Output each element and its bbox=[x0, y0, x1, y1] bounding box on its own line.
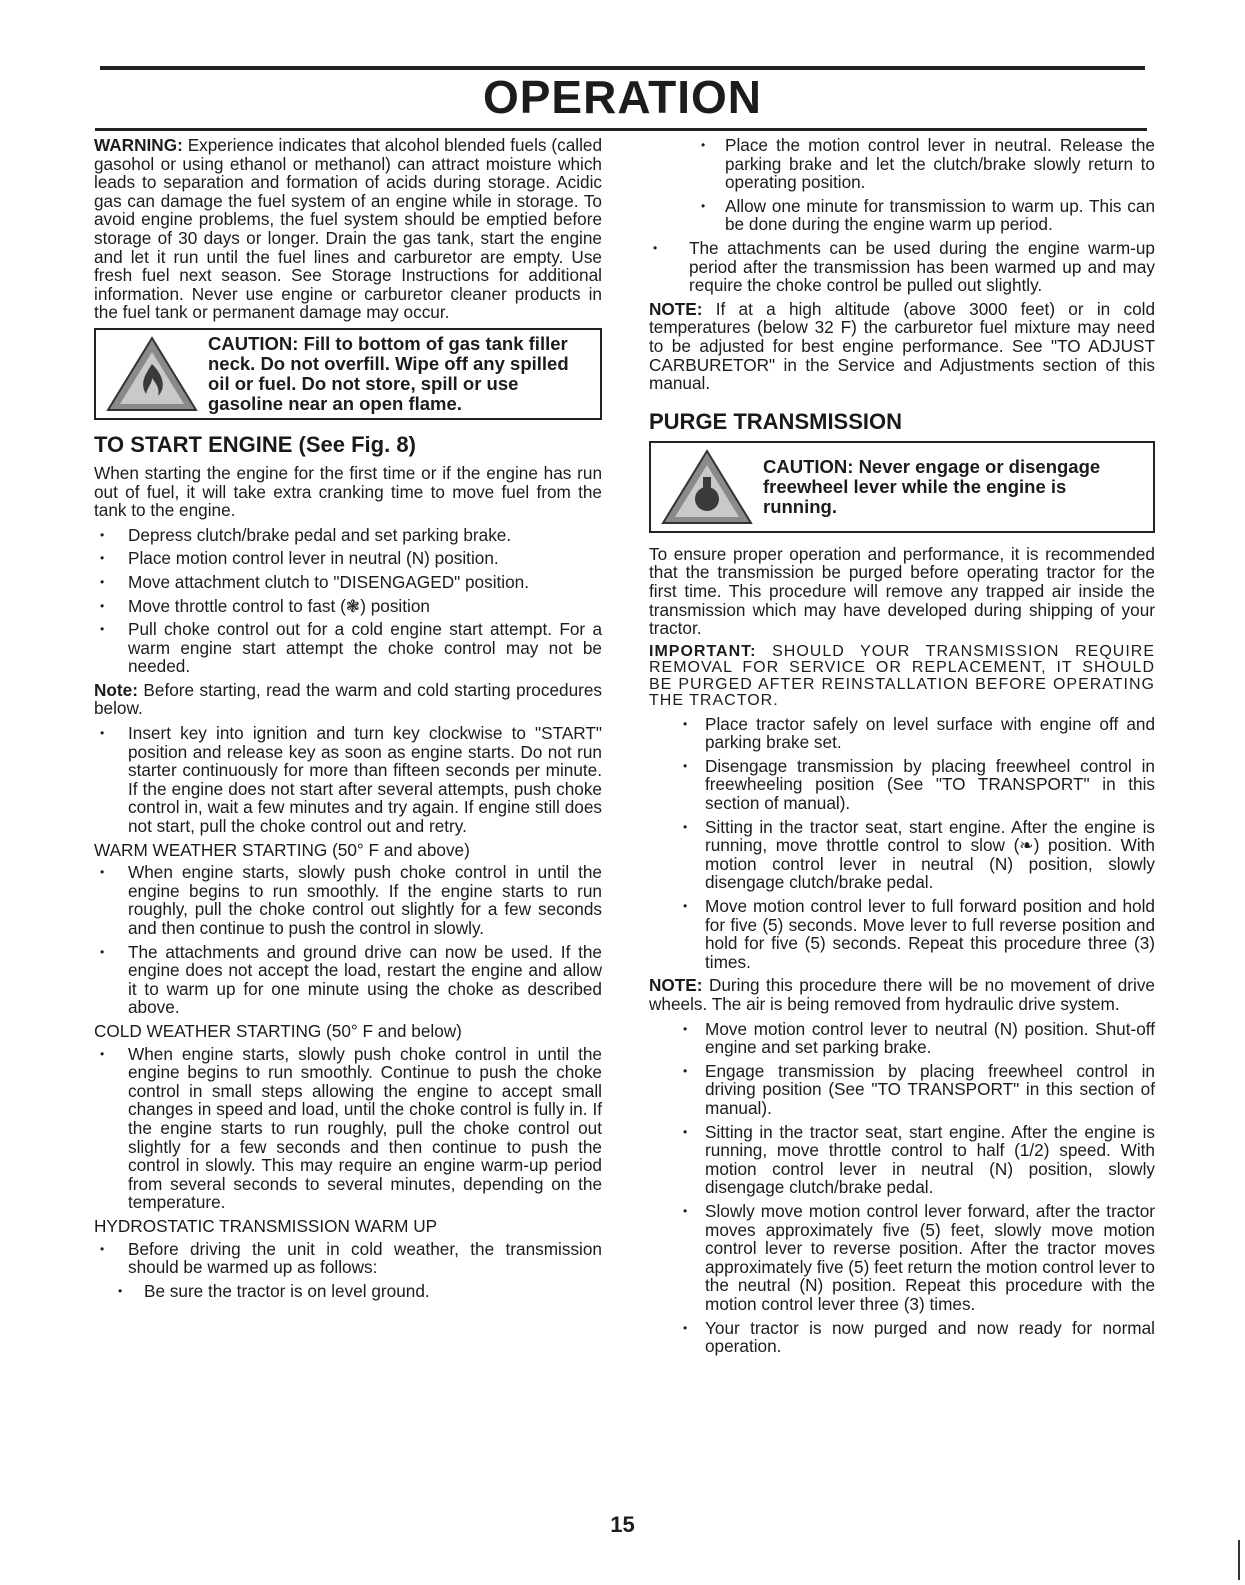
start-step: • Move throttle control to fast (❃) position bbox=[94, 597, 602, 616]
drive-note bbox=[649, 976, 1155, 1013]
purge-step: • Move motion control lever to neutral (N) position. Shut-off engine and set parking brake. bbox=[649, 1020, 1155, 1057]
hydrostatic-heading: HYDROSTATIC TRANSMISSION WARM UP bbox=[94, 1215, 438, 1236]
caution-box-fuel bbox=[94, 328, 602, 420]
purge-step: • Slowly move motion control lever forward, after the tractor moves approximately five (5) feet, slowly move motion control lever to reverse position. After the tractor moves approximately five (5) feet return the motion control lever to the neutral (N) position. Repeat this procedure with the motion control lever three (3) times. bbox=[649, 1202, 1155, 1314]
start-step: • Move attachment clutch to "DISENGAGED" position. bbox=[94, 573, 602, 592]
warmup-substep: • Allow one minute for transmission to warm up. This can be done during the engine warm up period. bbox=[649, 197, 1155, 234]
purge-step: • Engage transmission by placing freewheel control in driving position (See "TO TRANSPORT" in this section of manual). bbox=[649, 1062, 1155, 1118]
cold-weather-heading: COLD WEATHER STARTING (50° F and below) bbox=[94, 1020, 462, 1041]
start-step: • Depress clutch/brake pedal and set parking brake. bbox=[94, 526, 602, 545]
note-label: NOTE: bbox=[649, 975, 703, 996]
purge-step: • Sitting in the tractor seat, start engine. After the engine is running, move throttle control to half (1/2) speed. With motion control lever in neutral (N) position, slowly disengage clutch/brake pedal. bbox=[649, 1123, 1155, 1197]
start-step: • Place motion control lever in neutral (N) position. bbox=[94, 549, 602, 568]
note-label: Note: bbox=[94, 679, 138, 700]
start-step: • Pull choke control out for a cold engine start attempt. For a warm engine start attempt the choke control may not be needed. bbox=[94, 620, 602, 676]
altitude-note bbox=[649, 300, 1155, 393]
warning-paragraph bbox=[94, 136, 602, 322]
page-title: OPERATION bbox=[482, 71, 763, 123]
note-paragraph bbox=[94, 681, 602, 718]
purge-step: • Your tractor is now purged and now ready for normal operation. bbox=[649, 1319, 1155, 1356]
caution-box-freewheel bbox=[649, 441, 1155, 533]
purge-heading: PURGE TRANSMISSION bbox=[649, 408, 903, 434]
note-label: NOTE: bbox=[649, 298, 703, 319]
important-paragraph bbox=[649, 644, 1155, 710]
warm-weather-heading: WARM WEATHER STARTING (50° F and above) bbox=[94, 839, 470, 860]
warmup-substep: • Place the motion control lever in neutral. Release the parking brake and let the clutch/brake slowly return to operating position. bbox=[649, 136, 1155, 192]
purge-step: • Place tractor safely on level surface with engine off and parking brake set. bbox=[649, 715, 1155, 752]
note-text: During this procedure there will be no movement of drive wheels. The air is being removed from hydraulic drive system. bbox=[649, 975, 1155, 1014]
caution-text-freewheel: CAUTION: Never engage or disengage freewheel lever while the engine is running. bbox=[763, 455, 1101, 517]
start-intro: When starting the engine for the first time or if the engine has run out of fuel, it will take extra cranking time to move fuel from the tank to the engine. bbox=[94, 462, 602, 521]
note-text: Before starting, read the warm and cold starting procedures below. bbox=[94, 679, 602, 719]
left-column bbox=[94, 136, 602, 1305]
caution-text-fuel: CAUTION: Fill to bottom of gas tank filler neck. Do not overfill. Wipe off any spilled oil or fuel. Do not store, spill or use gasoline near an open flame. bbox=[208, 332, 569, 414]
important-label: IMPORTANT: bbox=[649, 642, 757, 660]
hydrostatic-step: • Before driving the unit in cold weather, the transmission should be warmed up as follows: bbox=[94, 1240, 602, 1277]
ignition-step: • Insert key into ignition and turn key clockwise to "START" position and release key as soon as engine starts. Do not run starter continuously for more than fifteen seconds per minute. If the engine does not start after several attempts, push choke control in, wait a few minutes and try again. If engine still does not start, pull the choke control out and retry. bbox=[94, 724, 602, 836]
title-rule bbox=[95, 128, 1147, 131]
purge-intro: To ensure proper operation and performance, it is recommended that the transmission be purged before operating tractor for the first time. This procedure will remove any trapped air inside the transmission which may have developed during shipping of your tractor. bbox=[649, 543, 1155, 639]
purge-step: • Move motion control lever to full forward position and hold for five (5) seconds. Move lever to full reverse position and hold for five (5) seconds. Repeat this procedure three (3) times. bbox=[649, 897, 1155, 971]
fire-warning-icon bbox=[104, 334, 200, 414]
hazard-warning-icon bbox=[659, 447, 755, 527]
warning-label: WARNING: bbox=[94, 135, 183, 155]
page-number: 15 bbox=[610, 1512, 635, 1537]
warm-step: • When engine starts, slowly push choke control in until the engine begins to run smoothly. If the engine starts to run roughly, pull the choke control out slightly for a few seconds and then continue to push the control in slowly. bbox=[94, 863, 602, 937]
purge-step: • Sitting in the tractor seat, start engine. After the engine is running, move throttle control to slow (❧) position. With motion control lever in neutral (N) position, slowly disengage clutch/brake pedal. bbox=[649, 818, 1155, 892]
cold-step: • When engine starts, slowly push choke control in until the engine begins to run smoothly. Continue to push the choke control in small steps allowing the engine to accept small changes in speed and load, until the choke control is fully in. If the engine starts to run roughly, pull the choke control out slightly for a few seconds and then continue to push the control in slowly. This may require an engine warm-up period from several seconds to several minutes, depending on the temperature. bbox=[94, 1045, 602, 1212]
purge-step: • Disengage transmission by placing freewheel control in freewheeling position (See "TO TRANSPORT" in this section of manual). bbox=[649, 757, 1155, 813]
important-text: SHOULD YOUR TRANSMISSION REQUIRE REMOVAL FOR SERVICE OR REPLACEMENT, IT SHOULD BE PURGED AFTER REINSTALLATION BEFORE OPERATING THE TRACTOR. bbox=[649, 642, 1155, 710]
start-engine-heading: TO START ENGINE (See Fig. 8) bbox=[94, 431, 416, 457]
edge-mark bbox=[1238, 1540, 1240, 1580]
attachments-step: • The attachments can be used during the engine warm-up period after the transmission has been warmed up and may require the choke control be pulled out slightly. bbox=[649, 239, 1155, 295]
right-column bbox=[649, 136, 1155, 1361]
note-text: If at a high altitude (above 3000 feet) or in cold temperatures (below 32 F) the carburetor fuel mixture may need to be adjusted for best engine performance. See "TO ADJUST CARBURETOR" in the Service and Adjustments section of this manual. bbox=[649, 298, 1156, 394]
warm-step: • The attachments and ground drive can now be used. If the engine does not accept the load, restart the engine and allow it to warm up for one minute using the choke as described above. bbox=[94, 943, 602, 1017]
warning-text: Experience indicates that alcohol blended fuels (called gasohol or using ethanol or methanol) can attract moisture which leads to separation and formation of acids during storage. Acidic gas can damage the fuel system of an engine while in storage. To avoid engine problems, the fuel system should be emptied before storage of 30 days or longer. Drain the gas tank, start the engine and let it run until the fuel lines and carburetor are empty. Use fresh fuel next season. See Storage Instructions for additional information. Never use engine or carburetor cleaner products in the fuel tank or permanent damage may occur. bbox=[94, 135, 603, 323]
hydrostatic-substep: • Be sure the tractor is on level ground. bbox=[94, 1282, 602, 1301]
